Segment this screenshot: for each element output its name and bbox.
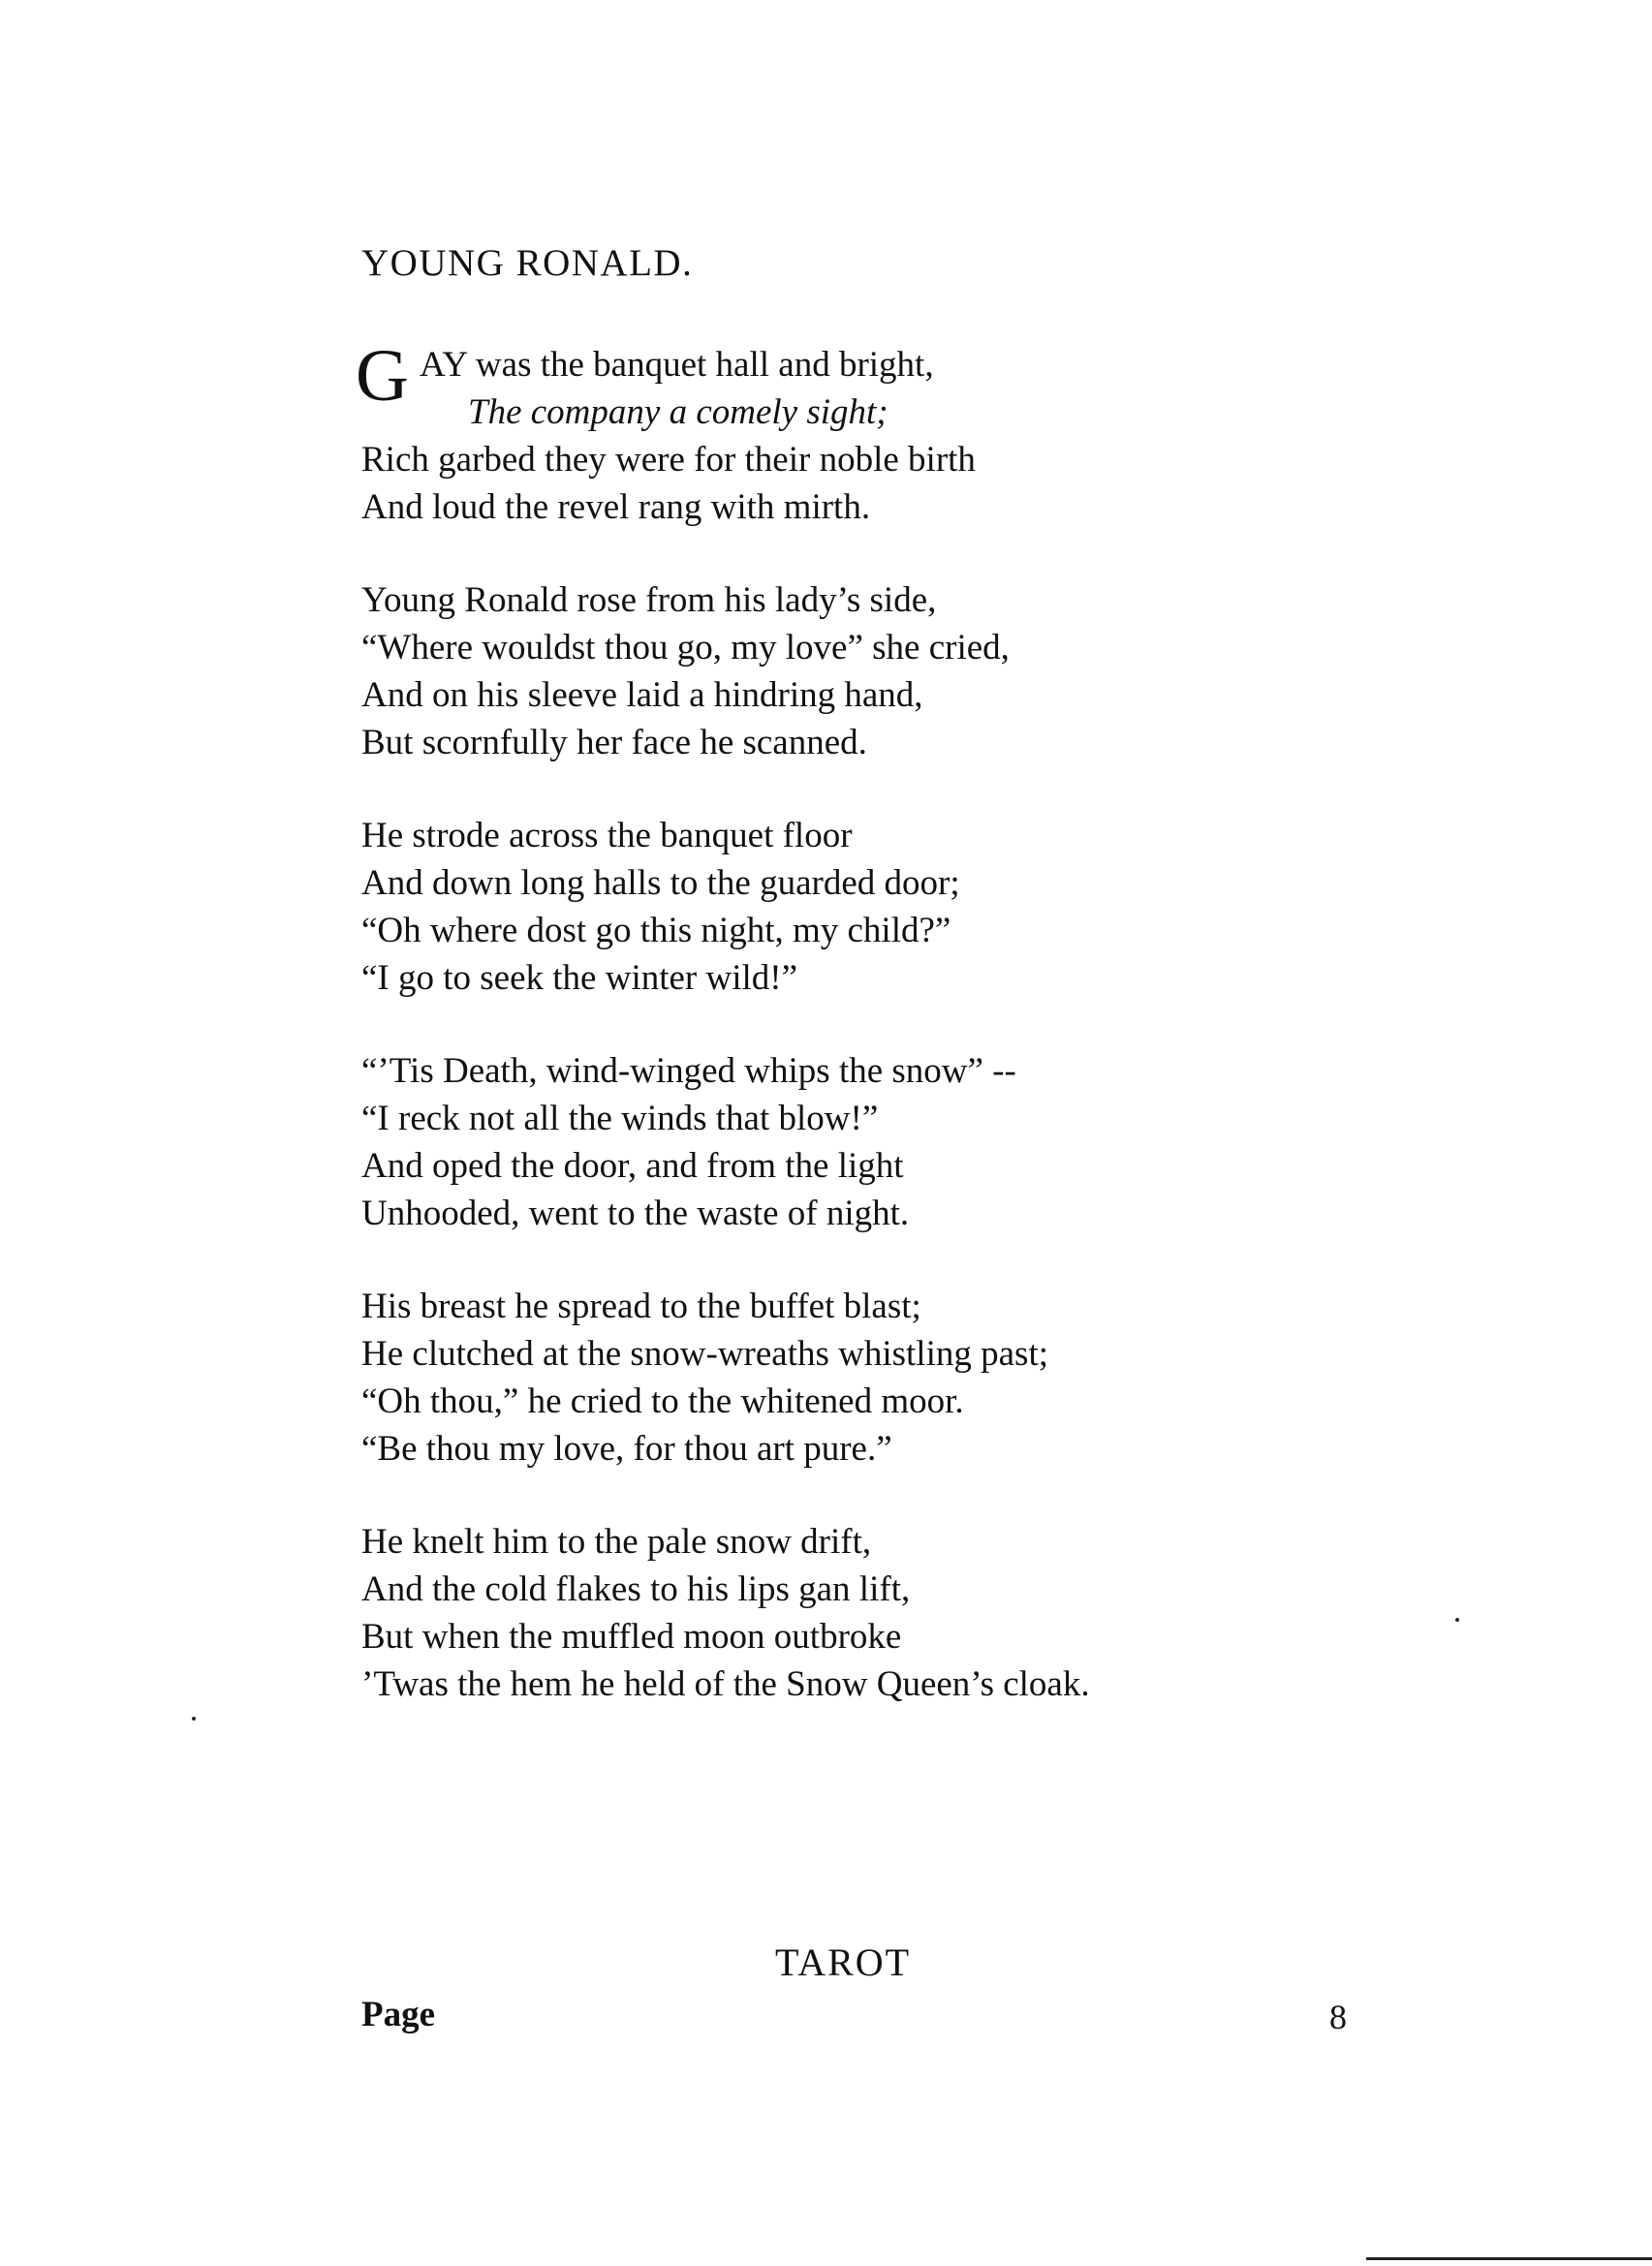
poem-line: Unhooded, went to the waste of night. <box>361 1194 910 1233</box>
footer-page-number: 8 <box>1329 1998 1347 2036</box>
footer-page-label: Page <box>361 1995 436 2034</box>
print-speck <box>1455 1618 1459 1622</box>
poem-line: And down long halls to the guarded door; <box>361 863 960 903</box>
stanza-5 <box>361 1283 1330 1473</box>
print-speck <box>192 1717 196 1721</box>
poem-line: “I reck not all the winds that blow!” <box>361 1099 879 1138</box>
poem-line: Rich garbed they were for their noble birth <box>361 440 976 480</box>
poem-line: And loud the revel rang with mirth. <box>361 487 871 527</box>
stanza-1 <box>356 335 1330 531</box>
poem-line: “Be thou my love, for thou art pure.” <box>361 1429 892 1469</box>
poem-line: “Oh thou,” he cried to the whitened moor. <box>361 1381 964 1421</box>
poem-line-text: AY was the banquet hall and bright, <box>420 345 934 385</box>
poem-line: And oped the door, and from the light <box>361 1146 904 1186</box>
poem-body <box>356 335 1330 1754</box>
poem-line: And on his sleeve laid a hindring hand, <box>361 675 923 715</box>
stanza-4 <box>361 1047 1330 1237</box>
poem-line: Young Ronald rose from his lady’s side, <box>361 580 937 620</box>
poem-line: “Oh where dost go this night, my child?” <box>361 911 951 950</box>
poem-line: But scornfully her face he scanned. <box>361 723 867 762</box>
stanza-6 <box>361 1518 1330 1708</box>
poem-line: “’Tis Death, wind-winged whips the snow” -- <box>361 1051 1016 1091</box>
poem-title: YOUNG RONALD. <box>361 242 694 284</box>
poem-line: He strode across the banquet floor <box>361 816 853 855</box>
poem-line: His breast he spread to the buffet blast; <box>361 1287 921 1326</box>
poem-line: And the cold flakes to his lips gan lift, <box>361 1569 911 1609</box>
footer-magazine-title: TAROT <box>775 1940 912 1984</box>
poem-line: He clutched at the snow-wreaths whistling past; <box>361 1334 1048 1374</box>
edge-rule <box>1366 2257 1652 2260</box>
poem-line: The company a comely sight; <box>468 392 888 432</box>
poem-line: But when the muffled moon outbroke <box>361 1617 902 1657</box>
poem-line: “I go to seek the winter wild!” <box>361 958 798 998</box>
stanza-3 <box>361 812 1330 1002</box>
drop-cap: G <box>356 335 409 417</box>
poem-line: ’Twas the hem he held of the Snow Queen’s cloak. <box>361 1664 1090 1704</box>
poem-line: “Where wouldst thou go, my love” she cried, <box>361 628 1010 667</box>
stanza-2 <box>361 576 1330 766</box>
poem-line: He knelt him to the pale snow drift, <box>361 1522 872 1562</box>
